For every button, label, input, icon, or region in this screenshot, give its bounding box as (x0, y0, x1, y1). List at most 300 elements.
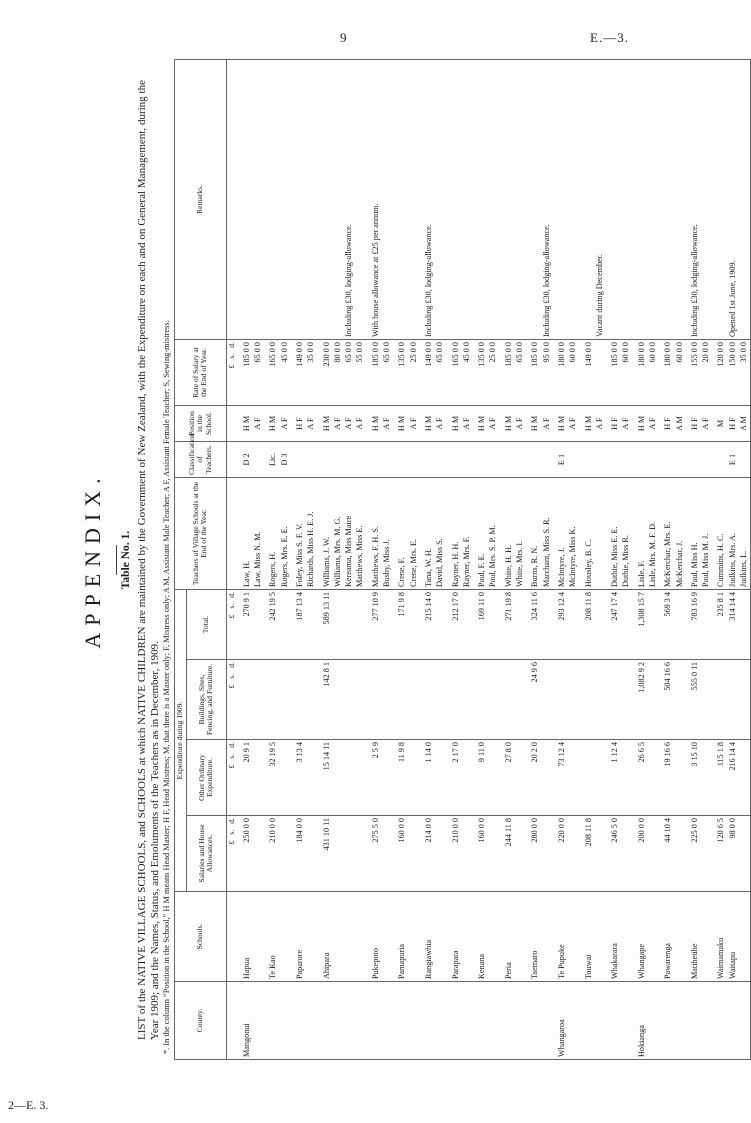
remarks-cell (553, 59, 568, 339)
other-expenditure-cell: 9 11 0 (473, 740, 488, 816)
rate-cell: 185 0 0 (367, 339, 382, 405)
teacher-cell: Burns, R. N. (526, 477, 541, 589)
position-cell: H F (291, 405, 306, 441)
table-row (659, 59, 674, 1059)
classification-cell: Lic. (264, 441, 279, 477)
unit-label: £ (226, 364, 236, 369)
table-row (291, 59, 306, 1059)
other-expenditure-cell (462, 740, 473, 816)
classification-cell: E 1 (553, 441, 568, 477)
school-cell: Touwai (580, 892, 595, 982)
school-cell (306, 892, 317, 982)
position-cell: M (712, 405, 727, 441)
school-cell (515, 892, 526, 982)
buildings-cell (500, 660, 515, 740)
classification-cell (515, 441, 526, 477)
teacher-cell: Judkins, Mrs. A. (728, 477, 739, 589)
other-expenditure-cell (435, 740, 446, 816)
buildings-cell: 504 16 6 (659, 660, 674, 740)
total-cell (462, 589, 473, 659)
col-buildings: Buildings, Sites, Fencing, and Furniture. (186, 660, 226, 740)
remarks-cell (382, 59, 393, 339)
position-cell: A F (515, 405, 526, 441)
remarks-cell (291, 59, 306, 339)
school-cell: Rangiawhia (420, 892, 435, 982)
rate-cell: 60 0 0 (568, 339, 579, 405)
salaries-cell (542, 816, 553, 892)
buildings-cell (595, 660, 606, 740)
other-expenditure-cell: 20 9 1 (238, 740, 253, 816)
teacher-cell: McKerchar, J. (675, 477, 686, 589)
other-expenditure-cell (568, 740, 579, 816)
classification-cell (526, 441, 541, 477)
school-cell (701, 892, 712, 982)
rate-cell: 35 0 0 (739, 339, 751, 405)
rate-cell: 25 0 0 (488, 339, 499, 405)
rate-cell: 65 0 0 (253, 339, 264, 405)
unit-label: £ (226, 764, 236, 769)
teacher-cell: Rogers, Mrs. E. E. (280, 477, 291, 589)
remarks-cell (712, 59, 727, 339)
other-expenditure-cell: 2 5 9 (367, 740, 382, 816)
remarks-cell (701, 59, 712, 339)
table-row (473, 59, 488, 1059)
teacher-cell: David, Miss S. (435, 477, 446, 589)
position-cell: H F (659, 405, 674, 441)
buildings-cell (382, 660, 393, 740)
county-cell (382, 982, 393, 1060)
total-cell: 589 13 11 (318, 589, 333, 659)
county-cell (393, 982, 408, 1060)
other-expenditure-cell: 27 8 0 (500, 740, 515, 816)
table-row (447, 59, 462, 1059)
schools-table (174, 59, 751, 1060)
unit-cell (226, 339, 238, 405)
total-cell: 169 11 0 (473, 589, 488, 659)
other-expenditure-cell: 2 17 0 (447, 740, 462, 816)
col-salaries: Salaries and House Allowances. (186, 816, 226, 892)
position-cell: A F (253, 405, 264, 441)
classification-cell (488, 441, 499, 477)
total-cell (542, 589, 553, 659)
salaries-cell: 246 5 0 (606, 816, 621, 892)
table-row (253, 59, 264, 1059)
salaries-cell: 44 10 4 (659, 816, 674, 892)
rate-cell: 25 0 0 (409, 339, 420, 405)
rate-cell: 185 0 0 (526, 339, 541, 405)
remarks-cell (488, 59, 499, 339)
salaries-cell: 431 10 11 (318, 816, 333, 892)
remarks-cell (253, 59, 264, 339)
teacher-cell: White, H. H. (500, 477, 515, 589)
classification-cell (648, 441, 659, 477)
buildings-cell (280, 660, 291, 740)
county-cell: Hokianga (633, 982, 648, 1060)
county-cell (686, 982, 701, 1060)
county-cell: Mangonui (238, 982, 253, 1060)
teacher-cell: Rayner, Mrs. F. (462, 477, 473, 589)
classification-cell: D 3 (280, 441, 291, 477)
classification-cell (739, 441, 751, 477)
other-expenditure-cell: 3 13 4 (291, 740, 306, 816)
unit-cell-empty (226, 982, 238, 1060)
buildings-cell (568, 660, 579, 740)
other-expenditure-cell (701, 740, 712, 816)
school-cell (621, 892, 632, 982)
rate-cell: 165 0 0 (447, 339, 462, 405)
table-row (264, 59, 279, 1059)
unit-cell (226, 589, 238, 659)
teacher-cell (595, 477, 606, 589)
teacher-cell: Rayner, H. H. (447, 477, 462, 589)
salaries-cell: 280 0 0 (526, 816, 541, 892)
teacher-cell: Paul, Miss M. J. (701, 477, 712, 589)
total-cell (409, 589, 420, 659)
position-cell: A F (280, 405, 291, 441)
salaries-cell: 160 0 0 (473, 816, 488, 892)
rate-cell: 65 0 0 (515, 339, 526, 405)
teacher-cell: Williams, J. W. (318, 477, 333, 589)
rate-cell: 185 0 0 (500, 339, 515, 405)
table-row (526, 59, 541, 1059)
position-cell: A F (648, 405, 659, 441)
total-cell (435, 589, 446, 659)
other-expenditure-cell: 15 14 11 (318, 740, 333, 816)
remarks-cell (739, 59, 751, 339)
salaries-cell: 214 0 0 (420, 816, 435, 892)
rate-cell: 185 0 0 (606, 339, 621, 405)
remarks-cell (500, 59, 515, 339)
salaries-cell (333, 816, 344, 892)
rate-cell: 60 0 0 (621, 339, 632, 405)
other-expenditure-cell: 216 14 4 (728, 740, 739, 816)
buildings-cell (264, 660, 279, 740)
salaries-cell: 210 0 0 (447, 816, 462, 892)
total-cell (515, 589, 526, 659)
classification-cell (633, 441, 648, 477)
unit-label: d. (226, 341, 236, 348)
school-cell: Kenana (473, 892, 488, 982)
classification-cell (712, 441, 727, 477)
county-cell (621, 982, 632, 1060)
rate-cell: 149 0 0 (580, 339, 595, 405)
rate-cell: 150 0 0 (728, 339, 739, 405)
appendix-heading: APPENDIX. (80, 471, 105, 649)
classification-cell (291, 441, 306, 477)
school-cell: Pawarenga (659, 892, 674, 982)
teacher-cell: McIntyre, J. (553, 477, 568, 589)
table-row (393, 59, 408, 1059)
other-expenditure-cell (382, 740, 393, 816)
classification-cell (253, 441, 264, 477)
school-cell (488, 892, 499, 982)
school-cell: Waimamaku (712, 892, 727, 982)
buildings-cell: 24 9 6 (526, 660, 541, 740)
buildings-cell (462, 660, 473, 740)
school-cell (253, 892, 264, 982)
salaries-cell (253, 816, 264, 892)
teacher-cell: Duthie, Miss E. E. (606, 477, 621, 589)
teacher-cell: Foley, Miss S. F. V. (291, 477, 306, 589)
unit-row (226, 59, 238, 1059)
col-classification: Classification of Teachers. (175, 441, 227, 477)
buildings-cell: 142 8 1 (318, 660, 333, 740)
table-row (409, 59, 420, 1059)
total-cell (488, 589, 499, 659)
other-expenditure-cell (355, 740, 366, 816)
classification-cell (659, 441, 674, 477)
total-cell: 1,308 15 7 (633, 589, 648, 659)
total-cell: 277 10 9 (367, 589, 382, 659)
remarks-cell (659, 59, 674, 339)
other-expenditure-cell (739, 740, 751, 816)
salaries-cell: 208 11 8 (580, 816, 595, 892)
table-row (318, 59, 333, 1059)
county-cell (488, 982, 499, 1060)
position-cell: H M (238, 405, 253, 441)
salaries-cell (382, 816, 393, 892)
county-cell (333, 982, 344, 1060)
school-cell: Waitapu (728, 892, 739, 982)
total-cell (382, 589, 393, 659)
remarks-cell (675, 59, 686, 339)
buildings-cell (393, 660, 408, 740)
remarks-cell (580, 59, 595, 339)
school-cell: Parapara (447, 892, 462, 982)
teacher-cell: Judkins, L. (739, 477, 751, 589)
county-cell (526, 982, 541, 1060)
col-other-expenditure: Other Ordinary Expenditure. (186, 740, 226, 816)
position-cell: A F (382, 405, 393, 441)
position-cell: A F (355, 405, 366, 441)
remarks-cell (621, 59, 632, 339)
rate-cell: 185 0 0 (238, 339, 253, 405)
position-cell: A F (621, 405, 632, 441)
buildings-cell (621, 660, 632, 740)
salaries-cell (675, 816, 686, 892)
position-cell: A F (333, 405, 344, 441)
rate-cell: 155 0 0 (686, 339, 701, 405)
rotated-table-page (80, 60, 749, 1060)
classification-cell (447, 441, 462, 477)
school-cell: Taemaro (526, 892, 541, 982)
rate-cell: 45 0 0 (280, 339, 291, 405)
position-cell: A F (306, 405, 317, 441)
table-row (238, 59, 253, 1059)
county-cell (344, 982, 355, 1060)
rate-cell: 135 0 0 (473, 339, 488, 405)
teacher-cell: White, Mrs. I. (515, 477, 526, 589)
table-row (355, 59, 366, 1059)
school-cell (435, 892, 446, 982)
county-cell (291, 982, 306, 1060)
table-row (686, 59, 701, 1059)
salaries-cell: 200 0 0 (633, 816, 648, 892)
rate-cell: 35 0 0 (306, 339, 317, 405)
remarks-cell: Including £30, lodging-allowance. (542, 59, 553, 339)
remarks-cell: Including £30, lodging-allowance. (420, 59, 435, 339)
salaries-cell: 220 0 0 (553, 816, 568, 892)
teacher-cell: Rogers, H. (264, 477, 279, 589)
unit-labels (227, 662, 237, 737)
rate-cell: 45 0 0 (462, 339, 473, 405)
table-row (435, 59, 446, 1059)
position-cell: A M (739, 405, 751, 441)
position-cell: H M (264, 405, 279, 441)
unit-cell-empty (226, 405, 238, 441)
rate-cell: 149 0 0 (291, 339, 306, 405)
other-expenditure-cell (675, 740, 686, 816)
salaries-cell (355, 816, 366, 892)
remarks-cell: Including £30, lodging-allowance. (686, 59, 701, 339)
other-expenditure-cell (280, 740, 291, 816)
total-cell (253, 589, 264, 659)
total-cell: 247 17 4 (606, 589, 621, 659)
salaries-cell (648, 816, 659, 892)
school-cell: Hapua (238, 892, 253, 982)
buildings-cell (712, 660, 727, 740)
unit-cell-empty (226, 59, 238, 339)
teacher-cell: McKerchar, Mrs. E. (659, 477, 674, 589)
rate-cell: 20 0 0 (701, 339, 712, 405)
county-cell (515, 982, 526, 1060)
total-cell (568, 589, 579, 659)
salaries-cell (306, 816, 317, 892)
remarks-cell (606, 59, 621, 339)
county-cell (580, 982, 595, 1060)
salaries-cell: 120 6 5 (712, 816, 727, 892)
county-cell (542, 982, 553, 1060)
remarks-cell (633, 59, 648, 339)
county-cell (728, 982, 739, 1060)
salaries-cell (488, 816, 499, 892)
teacher-cell: Crene, F. (393, 477, 408, 589)
teacher-cell: Matthews, F. H. S. (367, 477, 382, 589)
buildings-cell (447, 660, 462, 740)
table-row (488, 59, 499, 1059)
buildings-cell (648, 660, 659, 740)
county-cell (264, 982, 279, 1060)
classification-cell (382, 441, 393, 477)
unit-label: s. (226, 673, 236, 679)
position-cell: H M (633, 405, 648, 441)
school-cell: Whakarara (606, 892, 621, 982)
classification-cell (686, 441, 701, 477)
classification-cell (568, 441, 579, 477)
remarks-cell (648, 59, 659, 339)
position-cell: A F (344, 405, 355, 441)
position-cell: A F (462, 405, 473, 441)
position-cell: A F (568, 405, 579, 441)
county-cell (420, 982, 435, 1060)
rate-cell: 65 0 0 (344, 339, 355, 405)
school-cell (355, 892, 366, 982)
buildings-cell (306, 660, 317, 740)
total-cell: 271 19 8 (500, 589, 515, 659)
salaries-cell (739, 816, 751, 892)
salaries-cell (515, 816, 526, 892)
other-expenditure-cell: 1 12 4 (606, 740, 621, 816)
total-cell: 569 3 4 (659, 589, 674, 659)
school-cell (595, 892, 606, 982)
county-cell (447, 982, 462, 1060)
col-county: County. (175, 982, 227, 1060)
buildings-cell (606, 660, 621, 740)
county-cell (712, 982, 727, 1060)
teacher-cell: McIntyre, Miss K. (568, 477, 579, 589)
table-row (382, 59, 393, 1059)
rate-cell: 65 0 0 (382, 339, 393, 405)
county-cell (306, 982, 317, 1060)
position-cell: H M (367, 405, 382, 441)
other-expenditure-cell (333, 740, 344, 816)
other-expenditure-cell: 73 12 4 (553, 740, 568, 816)
other-expenditure-cell: 19 16 6 (659, 740, 674, 816)
col-position: Position in the School. (175, 405, 227, 441)
table-body (226, 59, 751, 1059)
rate-cell: 95 0 0 (542, 339, 553, 405)
position-cell: H M (500, 405, 515, 441)
classification-cell (333, 441, 344, 477)
salaries-cell: 184 0 0 (291, 816, 306, 892)
remarks-cell: Including £30, lodging-allowance. (344, 59, 355, 339)
table-row (306, 59, 317, 1059)
teacher-cell: Marchant, Miss S. R. (542, 477, 553, 589)
salaries-cell (435, 816, 446, 892)
other-expenditure-cell: 32 19 5 (264, 740, 279, 816)
other-expenditure-cell (344, 740, 355, 816)
total-cell (355, 589, 366, 659)
salaries-cell: 275 5 0 (367, 816, 382, 892)
table-number: Table No. 1. (120, 530, 132, 590)
remarks-cell (515, 59, 526, 339)
school-cell: Whangape (633, 892, 648, 982)
position-cell: H F (728, 405, 739, 441)
classification-cell (500, 441, 515, 477)
total-cell: 270 9 1 (238, 589, 253, 659)
unit-labels (227, 818, 237, 889)
rate-cell: 80 0 0 (333, 339, 344, 405)
remarks-cell (306, 59, 317, 339)
unit-labels (227, 592, 237, 657)
position-cell: H M (318, 405, 333, 441)
col-remarks: Remarks. (175, 59, 227, 339)
school-cell: Pukepoto (367, 892, 382, 982)
total-cell: 242 19 5 (264, 589, 279, 659)
unit-label: d. (226, 591, 236, 598)
teacher-cell: Richards, Miss H. E. J. (306, 477, 317, 589)
teacher-cell: Law, Miss N. M. (253, 477, 264, 589)
classification-cell (580, 441, 595, 477)
county-cell (409, 982, 420, 1060)
remarks-cell (318, 59, 333, 339)
total-cell (595, 589, 606, 659)
county-cell (280, 982, 291, 1060)
total-cell: 324 11 6 (526, 589, 541, 659)
rate-cell: 230 0 0 (318, 339, 333, 405)
buildings-cell (473, 660, 488, 740)
unit-cell-empty (226, 892, 238, 982)
table-row (621, 59, 632, 1059)
county-cell (253, 982, 264, 1060)
buildings-cell (488, 660, 499, 740)
unit-label: s. (226, 829, 236, 835)
col-total: Total. (186, 589, 226, 659)
teacher-cell: Paul, Mrs. S. P. M. (488, 477, 499, 589)
school-cell: Ahipara (318, 892, 333, 982)
col-schools: Schools. (175, 892, 227, 982)
position-note: *. In the column “Position in the School,” H M means Head Master; H F, Head Mistress; M, that there is a Master only; F, Mistress only; A M, Assistant Male Teacher; A F, Assistant Female Teacher; S, Sewing-mistress. (162, 320, 171, 1054)
